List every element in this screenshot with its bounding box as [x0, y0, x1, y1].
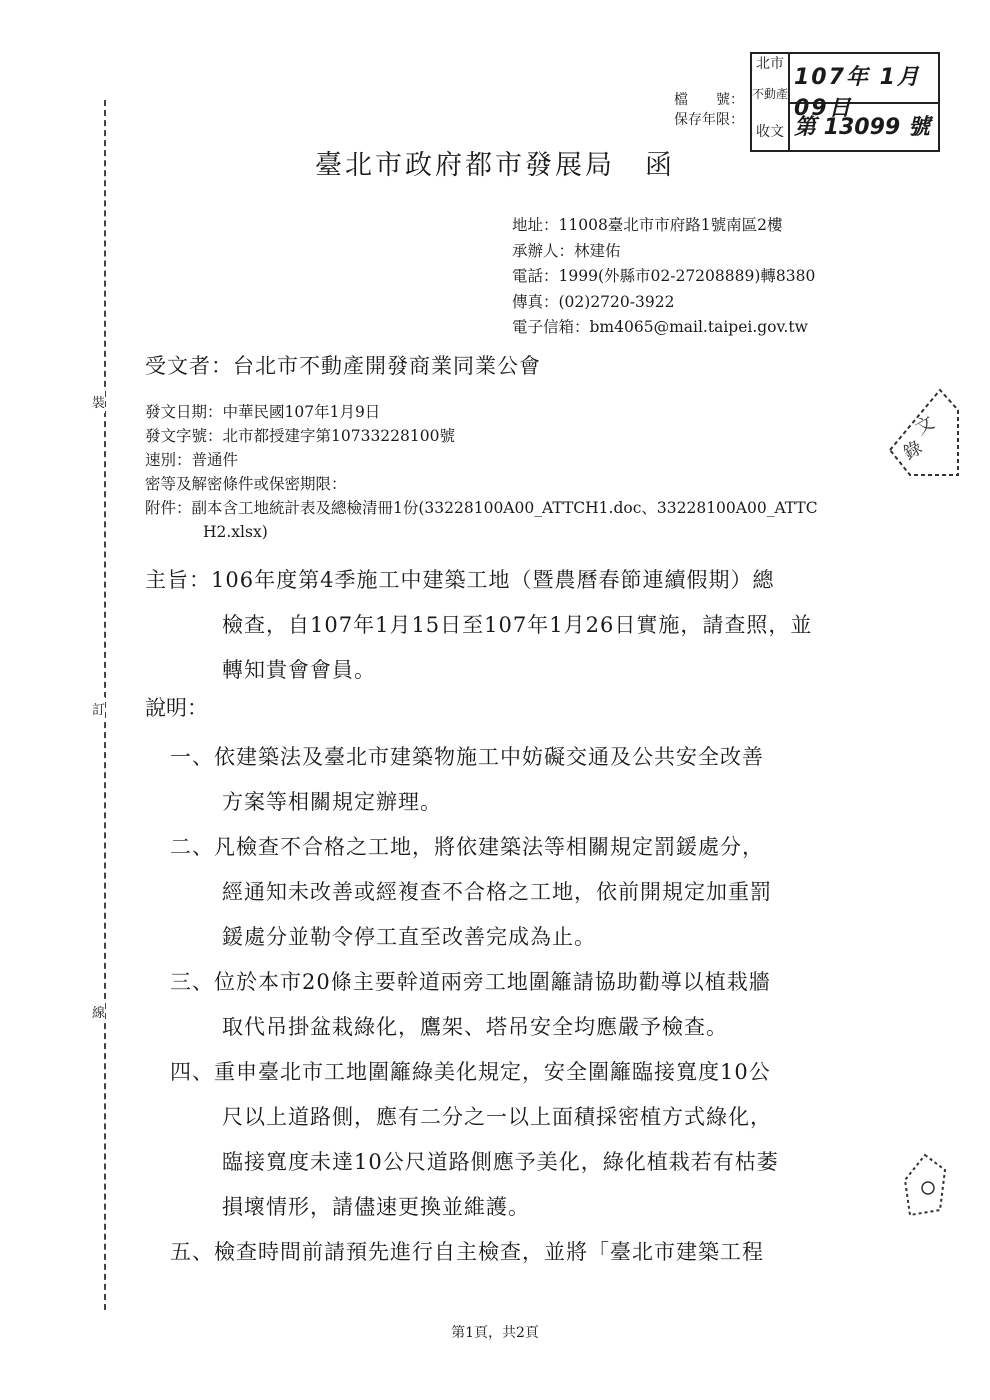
page-footer: 第1頁，共2頁: [451, 1325, 539, 1341]
item-line: 鍰處分並勒令停工直至改善完成為止。: [222, 925, 596, 949]
meta-block: [145, 400, 818, 544]
item-line: 尺以上道路側，應有二分之一以上面積採密植方式綠化，: [222, 1105, 772, 1129]
side-stamp-mark: [880, 380, 960, 480]
item-line: 二、凡檢查不合格之工地，將依建築法等相關規定罰鍰處分，: [170, 835, 764, 859]
phone: 電話：1999(外縣市02-27208889)轉8380: [512, 267, 816, 285]
address: 地址：11008臺北市市府路1號南區2樓: [512, 216, 783, 234]
stamp-date: 107年 1月09日: [794, 65, 921, 121]
speed: 速別：普通件: [145, 451, 239, 469]
explanation-items: [170, 735, 870, 1275]
issue-date: 發文日期：中華民國107年1月9日: [145, 403, 381, 421]
item-line: 方案等相關規定辦理。: [222, 790, 442, 814]
item-1: [170, 735, 870, 825]
item-line: 三、位於本市20條主要幹道兩旁工地圍籬請協助勸導以植栽牆: [170, 970, 771, 994]
item-line: 損壞情形，請儘速更換並維護。: [222, 1195, 530, 1219]
stamp-org-3: 收文: [756, 124, 784, 140]
binding-mark-mid: 訂: [92, 697, 105, 720]
subject-block: [145, 558, 875, 693]
item-line: 取代吊掛盆栽綠化，鷹架、塔吊安全均應嚴予檢查。: [222, 1015, 728, 1039]
attachment-line-1: 附件：副本含工地統計表及總檢清冊1份(33228100A00_ATTCH1.doc、33228100A00_ATTC: [145, 499, 818, 517]
subject-line-1: 主旨：106年度第4季施工中建築工地（暨農曆春節連續假期）總: [145, 568, 775, 592]
svg-text:文: 文: [912, 412, 939, 440]
svg-text:錄: 錄: [900, 437, 927, 465]
item-line: 經通知未改善或經複查不合格之工地，依前開規定加重罰: [222, 880, 772, 904]
attachment-line-2: H2.xlsx): [203, 523, 268, 541]
subject-line-3: 轉知貴會會員。: [222, 658, 376, 682]
contact-block: [512, 213, 815, 341]
receipt-stamp: [750, 52, 940, 152]
email: 電子信箱：bm4065@mail.taipei.gov.tw: [512, 318, 808, 336]
item-2: [170, 825, 870, 960]
secrecy: 密等及解密條件或保密期限：: [145, 475, 347, 493]
item-line: 一、依建築法及臺北市建築物施工中妨礙交通及公共安全改善: [170, 745, 764, 769]
item-line: 臨接寬度未達10公尺道路側應予美化，綠化植栽若有枯萎: [222, 1150, 779, 1174]
fax: 傳真：(02)2720-3922: [512, 292, 675, 311]
stamp-org-1: 北市: [756, 56, 784, 72]
seal-fragment-mark: [900, 1150, 950, 1220]
item-3: [170, 960, 870, 1050]
document-title: 臺北市政府都市發展局 函: [315, 150, 675, 181]
stamp-org-2: 不動產: [752, 87, 789, 101]
item-5: [170, 1230, 870, 1275]
binding-mark-top: 裝: [92, 390, 105, 413]
binding-mark-bottom: 線: [92, 1000, 105, 1023]
subject-line-2: 檢查，自107年1月15日至107年1月26日實施，請查照，並: [222, 613, 813, 637]
document-number: 發文字號：北市都授建字第10733228100號: [145, 427, 455, 445]
file-no-label: 檔 號：: [674, 92, 744, 108]
item-4: [170, 1050, 870, 1230]
recipient: 受文者：台北市不動產開發商業同業公會: [145, 354, 541, 378]
handler: 承辦人：林建佑: [512, 241, 621, 260]
file-labels: [648, 90, 744, 130]
item-line: 五、檢查時間前請預先進行自主檢查，並將「臺北市建築工程: [170, 1240, 764, 1264]
explanation-heading: 說明：: [145, 696, 208, 720]
retention-label: 保存年限：: [674, 112, 744, 128]
item-line: 四、重申臺北市工地圍籬綠美化規定，安全圍籬臨接寬度10公: [170, 1060, 771, 1084]
stamp-number: 第 13099 號: [794, 115, 930, 140]
